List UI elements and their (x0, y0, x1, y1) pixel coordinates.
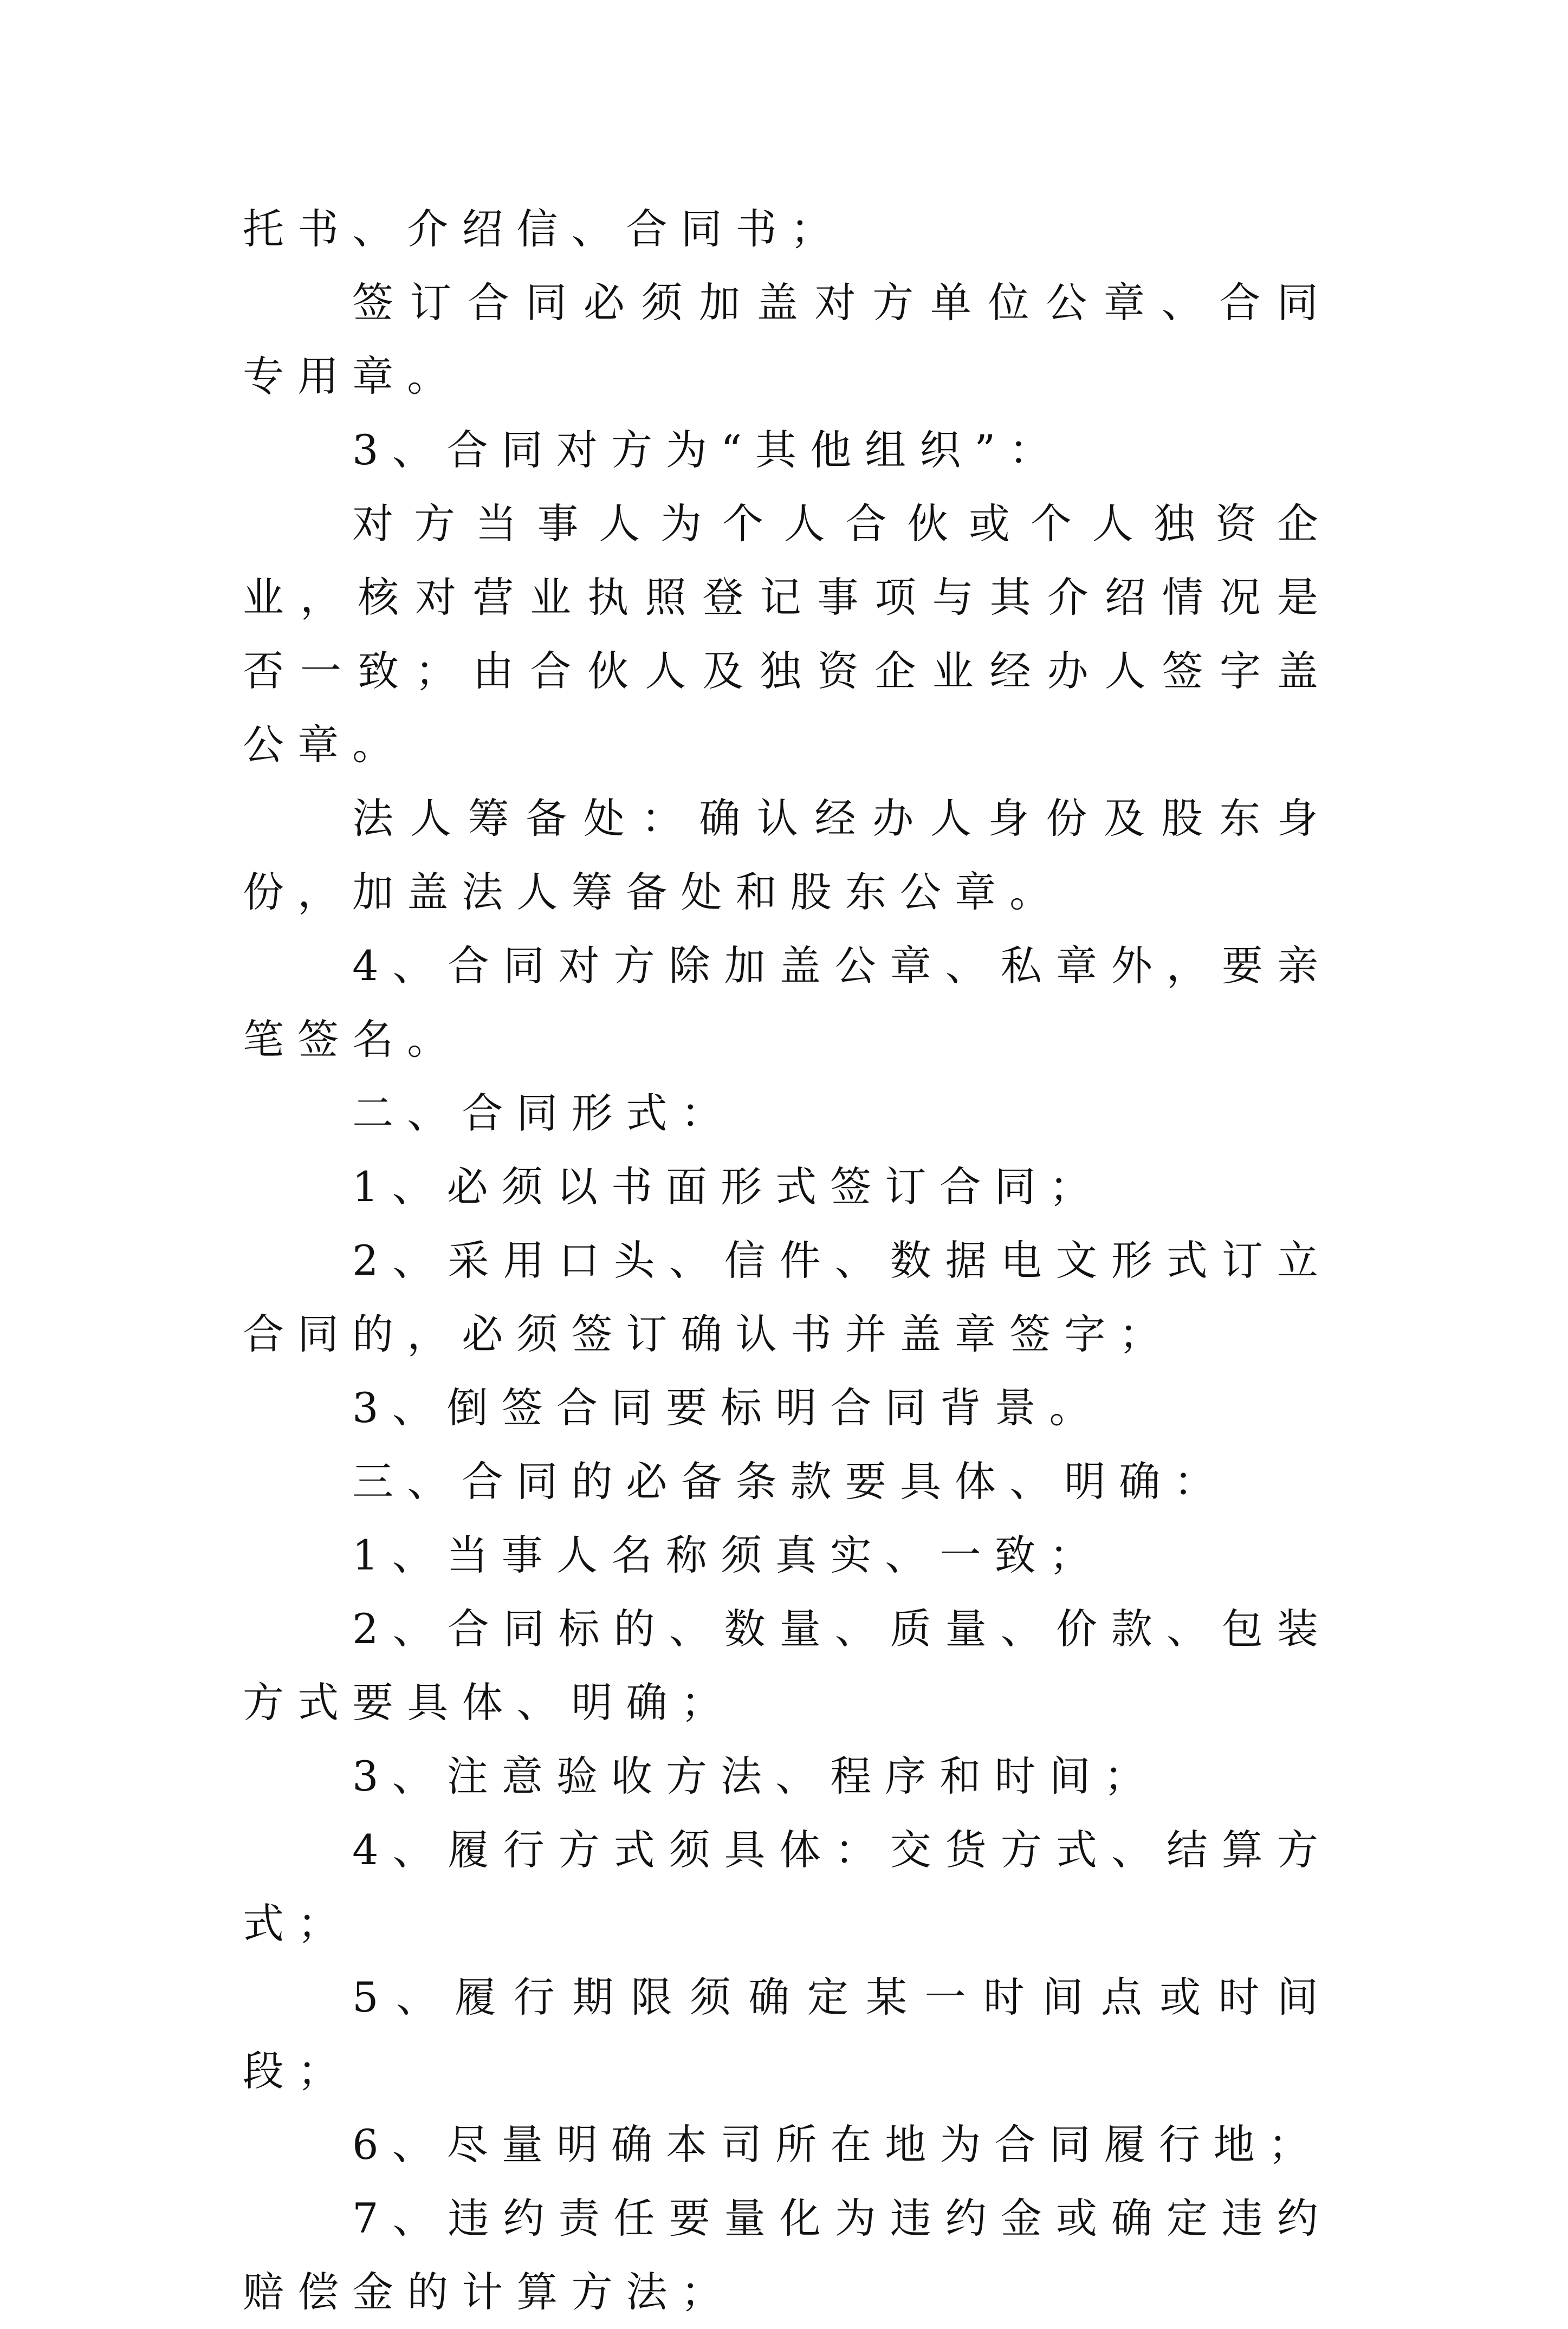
paragraph-5: 法人筹备处：确认经办人身份及股东身份，加盖法人筹备处和股东公章。 (243, 794, 1332, 916)
paragraph-1: 托书、介绍信、合同书； (243, 205, 845, 253)
section-heading-2: 二、合同形式： (352, 1089, 736, 1137)
paragraph-2: 签订合同必须加盖对方单位公章、合同专用章。 (243, 278, 1332, 400)
paragraph-13: 2、合同标的、数量、质量、价款、包装方式要具体、明确； (243, 1605, 1332, 1727)
paragraph-9: 2、采用口头、信件、数据电文形式订立合同的，必须签订确认书并盖章签字； (243, 1236, 1332, 1358)
document-body (243, 192, 1332, 2329)
paragraph-8: 1、必须以书面形式签订合同； (352, 1163, 1104, 1211)
section-heading-3: 三、合同的必备条款要具体、明确： (352, 1457, 1229, 1506)
paragraph-14: 3、注意验收方法、程序和时间； (352, 1752, 1159, 1800)
paragraph-4: 对方当事人为个人合伙或个人独资企业，核对营业执照登记事项与其介绍情况是否一致；由合伙人及独资企业经办人签字盖公章。 (243, 499, 1332, 769)
paragraph-12: 1、当事人名称须真实、一致； (352, 1531, 1104, 1579)
paragraph-6: 4、合同对方除加盖公章、私章外，要亲笔签名。 (243, 942, 1332, 1063)
paragraph-15: 4、履行方式须具体：交货方式、结算方式； (243, 1826, 1332, 1948)
paragraph-17: 6、尽量明确本司所在地为合同履行地； (352, 2120, 1323, 2169)
paragraph-3: 3、合同对方为“其他组织”： (352, 426, 1064, 474)
paragraph-10: 3、倒签合同要标明合同背景。 (352, 1384, 1104, 1432)
paragraph-16: 5、履行期限须确定某一时间点或时间段； (243, 1973, 1332, 2095)
paragraph-18: 7、违约责任要量化为违约金或确定违约赔偿金的计算方法； (243, 2194, 1332, 2316)
